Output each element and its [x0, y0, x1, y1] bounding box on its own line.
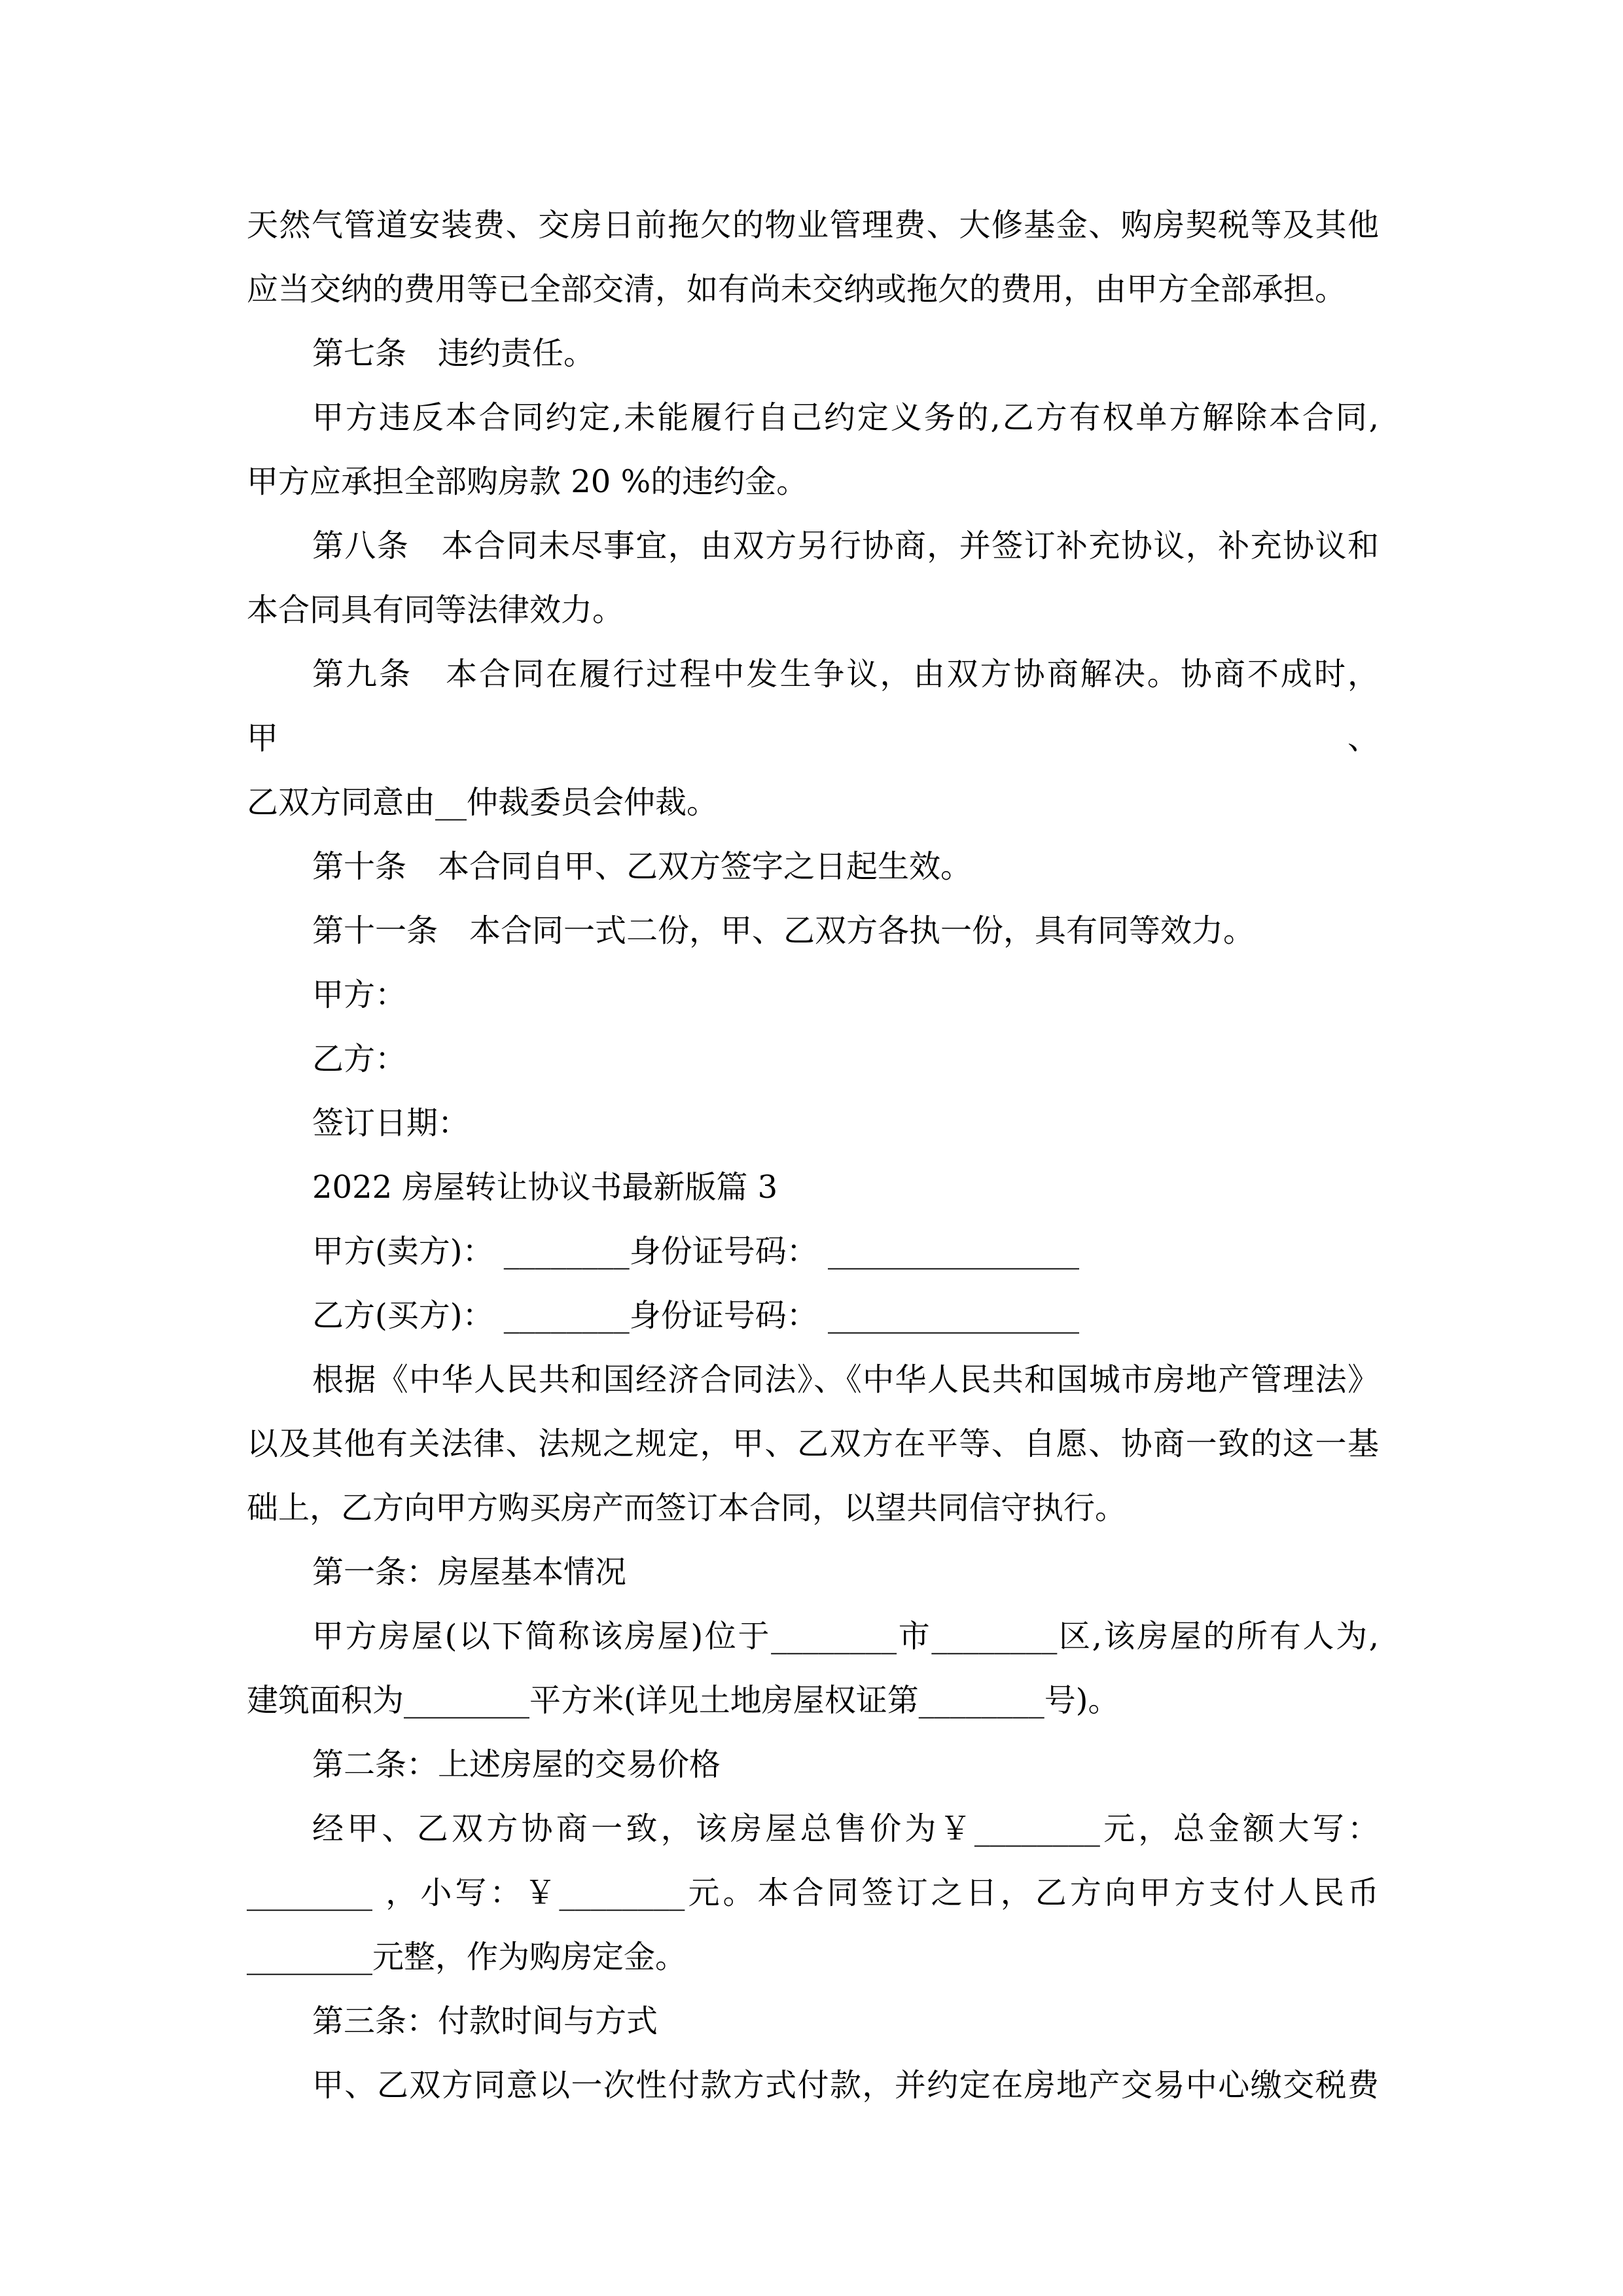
text-line: 础上，乙方向甲方购买房产而签订本合同，以望共同信守执行。 — [247, 1490, 1127, 1526]
text-line: 第三条：付款时间与方式 — [312, 2003, 658, 2039]
text-line: 根据《中华人民共和国经济合同法》、《中华人民共和国城市房地产管理法》 — [312, 1361, 1379, 1398]
text-line: 第九条 本合同在履行过程中发生争议，由双方协商解决。协商不成时，甲、 — [247, 656, 1379, 757]
text-line: 第十条 本合同自甲、乙双方签字之日起生效。 — [312, 848, 972, 885]
text-line: 建筑面积为________平方米(详见土地房屋权证第________号)。 — [247, 1682, 1120, 1719]
text-line: 天然气管道安装费、交房日前拖欠的物业管理费、大修基金、购房契税等及其他 — [247, 207, 1379, 243]
text-line: 甲方违反本合同约定,未能履行自己约定义务的,乙方有权单方解除本合同, — [312, 399, 1379, 436]
text-line: 甲方房屋(以下简称该房屋)位于________市________区,该房屋的所有人为, — [312, 1618, 1379, 1655]
text-line: 第十一条 本合同一式二份，甲、乙双方各执一份，具有同等效力。 — [312, 912, 1255, 949]
text-line: ________ ，小写：￥________元。本合同签订之日，乙方向甲方支付人民币 — [247, 1874, 1379, 1911]
text-line: 甲方(卖方)： ________身份证号码： ________________ — [312, 1233, 1079, 1270]
text-line: 第八条 本合同未尽事宜，由双方另行协商，并签订补充协议，补充协议和 — [312, 528, 1379, 564]
text-line: ________元整，作为购房定金。 — [247, 1939, 687, 1975]
text-line: 应当交纳的费用等已全部交清，如有尚未交纳或拖欠的费用，由甲方全部承担。 — [247, 271, 1347, 308]
text-line: 2022 房屋转让协议书最新版篇 3 — [312, 1169, 778, 1206]
contract-body — [247, 193, 1379, 2117]
text-line: 第二条：上述房屋的交易价格 — [312, 1746, 721, 1783]
text-line: 乙方(买方)： ________身份证号码： ________________ — [312, 1297, 1079, 1334]
text-line: 乙方： — [312, 1041, 407, 1077]
text-line: 第七条 违约责任。 — [312, 335, 596, 372]
text-line: 本合同具有同等法律效力。 — [247, 592, 624, 628]
text-line: 以及其他有关法律、法规之规定，甲、乙双方在平等、自愿、协商一致的这一基 — [247, 1426, 1379, 1462]
text-line: 甲、乙双方同意以一次性付款方式付款，并约定在房地产交易中心缴交税费 — [312, 2067, 1379, 2104]
text-line: 签订日期： — [312, 1105, 470, 1141]
text-line: 甲方应承担全部购房款 20 %的违约金。 — [247, 463, 808, 500]
text-line: 乙双方同意由__仲裁委员会仲裁。 — [247, 784, 719, 821]
text-line: 第一条：房屋基本情况 — [312, 1554, 627, 1590]
text-line: 甲方： — [312, 977, 407, 1013]
text-line: 经甲、乙双方协商一致，该房屋总售价为￥________元，总金额大写： — [312, 1810, 1379, 1847]
